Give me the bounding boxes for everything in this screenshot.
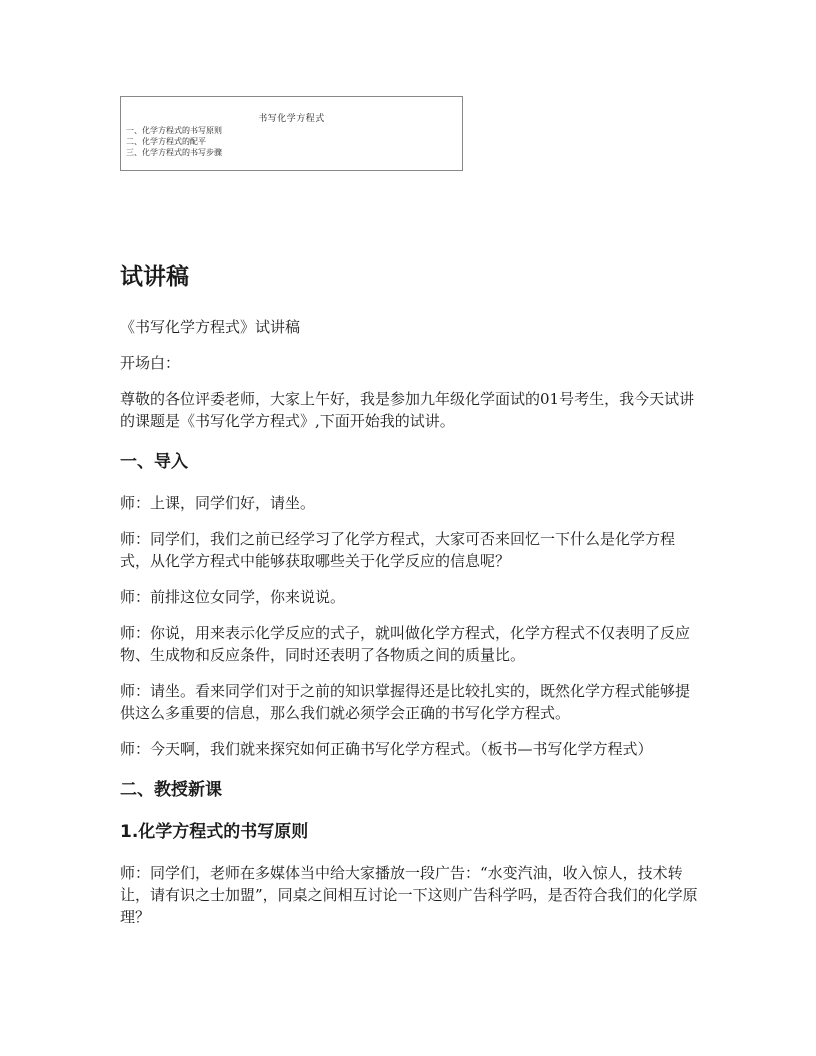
opening-paragraph: 尊敬的各位评委老师，大家上午好，我是参加九年级化学面试的01号考生，我今天试讲的课题是《书写化学方程式》,下面开始我的试讲。	[120, 390, 695, 430]
paragraph: 师：同学们，老师在多媒体当中给大家播放一段广告：“水变汽油，收入惊人，技术转让，请有识之士加盟”，同桌之间相互讨论一下这则广告科学吗，是否符合我们的化学原理？	[120, 864, 698, 926]
paragraph: 师：上课，同学们好，请坐。	[120, 494, 316, 512]
subsection-heading-principles: 1.化学方程式的书写原则	[120, 822, 309, 842]
document-subtitle: 《书写化学方程式》试讲稿	[120, 318, 301, 336]
board-item: 三、化学方程式的书写步骤	[126, 148, 222, 157]
section-heading-new-lesson: 二、教授新课	[120, 780, 222, 800]
board-item: 二、化学方程式的配平	[126, 137, 206, 146]
opening-label: 开场白：	[120, 354, 181, 372]
board-items	[126, 125, 222, 158]
document-title: 试讲稿	[120, 264, 189, 290]
paragraph: 师：同学们，我们之前已经学习了化学方程式，大家可否来回忆一下什么是化学方程式，从化学方程式中能够获取哪些关于化学反应的信息呢？	[120, 530, 676, 570]
paragraph: 师：你说，用来表示化学反应的式子，就叫做化学方程式，化学方程式不仅表明了反应物、生成物和反应条件，同时还表明了各物质之间的质量比。	[120, 624, 691, 664]
board-item: 一、化学方程式的书写原则	[126, 126, 222, 135]
paragraph: 师：今天啊，我们就来探究如何正确书写化学方程式。（板书—书写化学方程式）	[120, 740, 653, 758]
document-body	[120, 316, 698, 942]
section-heading-introduction: 一、导入	[120, 452, 188, 472]
blackboard-layout-box	[120, 96, 463, 171]
board-title: 书写化学方程式	[258, 114, 325, 124]
paragraph: 师：前排这位女同学，你来说说。	[120, 588, 346, 606]
paragraph: 师：请坐。看来同学们对于之前的知识掌握得还是比较扎实的，既然化学方程式能够提供这么多重要的信息，那么我们就必须学会正确的书写化学方程式。	[120, 682, 691, 722]
